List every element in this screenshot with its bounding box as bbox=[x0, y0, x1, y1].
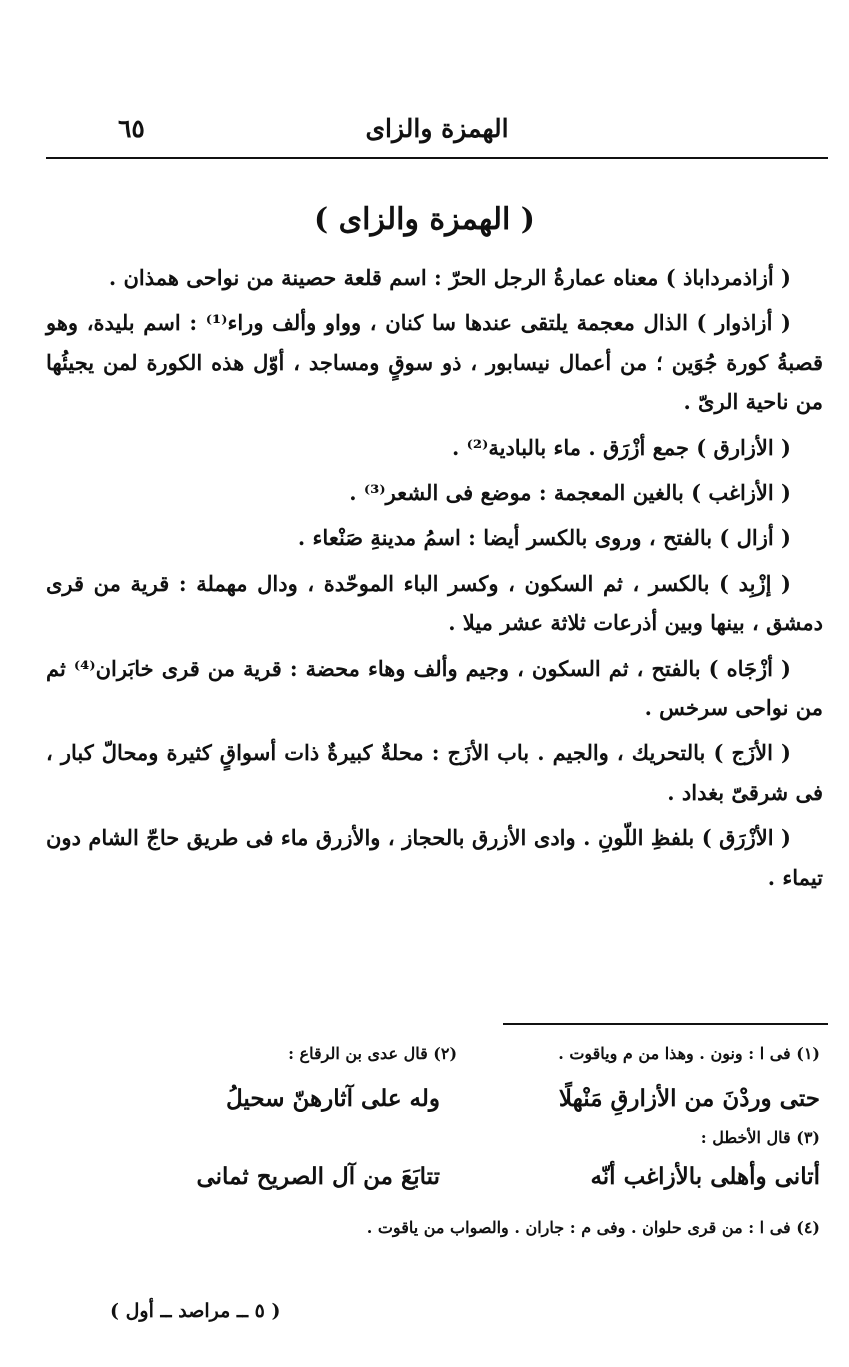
entry-azadhmardabadh: ( أزاذمرداباذ ) معناه عمارةُ الرجل الحرّ : اسم قلعة حصينة من نواحى همذان . bbox=[108, 265, 791, 290]
footnote-4: (٤) فى ا : من قرى حلوان . وفى م : جاران . والصواب من ياقوت . bbox=[366, 1218, 820, 1237]
entries-body bbox=[46, 258, 823, 903]
entry-azal: ( أزال ) بالفتح ، وروى بالكسر أيضا : اسمُ مدينةِ صَنْعاء . bbox=[297, 525, 791, 551]
entry-azjah: ( أزْجَاه ) بالفتح ، ثم السكون ، وجيم وألف وهاء محضة : قرية من قرى خابَران⁽⁴⁾ ثم من نواحى سرخس . bbox=[46, 655, 823, 721]
footnote-line-1 bbox=[60, 1044, 820, 1063]
footnote-rule bbox=[503, 1023, 828, 1025]
verse-2-hemistich-a: أتانى وأهلى بالأزاغب أنّه bbox=[590, 1163, 820, 1190]
verse-2-hemistich-b: تتابَعَ من آل الصريح ثمانى bbox=[196, 1163, 440, 1190]
footnote-2-intro: (٢) قال عدى بن الرقاع : bbox=[288, 1044, 458, 1063]
signature-mark: ( ٥ ــ مراصد ــ أول ) bbox=[110, 1300, 281, 1322]
footnote-1: (١) فى ا : ونون . وهذا من م وياقوت . bbox=[558, 1044, 820, 1063]
verse-1-hemistich-a: حتى وردْنَ من الأزارقِ مَنْهلًا bbox=[558, 1085, 820, 1112]
entry-al-azariq: ( الأزارق ) جمع أزْرَق . ماء بالبادية⁽²⁾ . bbox=[452, 434, 791, 460]
entry-al-azaj: ( الأزَج ) بالتحريك ، والجيم . باب الأزَج : محلةٌ كبيرةٌ ذات أسواقٍ كثيرة ومحالّ كبار ، فى شرقىّ بغداد . bbox=[46, 740, 823, 805]
entry-al-azraq: ( الأزْرَق ) بلفظِ اللّونِ . وادى الأزرق بالحجاز ، والأزرق ماء فى طريق حاجّ الشام دون تيماء . bbox=[46, 825, 823, 890]
page-header bbox=[46, 110, 828, 158]
entry-al-azaghib: ( الأزاغب ) بالغين المعجمة : موضع فى الشعر⁽³⁾ . bbox=[349, 480, 791, 506]
running-title: الهمزة والزاى bbox=[365, 114, 509, 143]
entry-izbid: ( إزْبِد ) بالكسر ، ثم السكون ، وكسر الباء الموحّدة ، ودال مهملة : قرية من قرى دمشق ، بينها وبين أذرعات ثلاثة عشر ميلا . bbox=[46, 570, 823, 636]
footnote-3: (٣) قال الأخطل : bbox=[700, 1128, 820, 1147]
verse-1-hemistich-b: وله على آثارهنّ سحيلُ bbox=[226, 1085, 440, 1112]
header-rule bbox=[46, 157, 828, 159]
section-title: ( الهمزة والزاى ) bbox=[314, 202, 535, 237]
entry-azadhwar: ( أزاذوار ) الذال معجمة يلتقى عندها سا كنان ، وواو وألف وراء⁽¹⁾ : اسم بليدة، وهو قصبةُ كورة جُوَين ؛ من أعمال نيسابور ، ذو سوقٍ ومساجد ، أوّل هذه الكورة لمن يجيئُها من ناحية الرىّ . bbox=[46, 310, 823, 415]
page-number: ٦٥ bbox=[118, 114, 145, 143]
